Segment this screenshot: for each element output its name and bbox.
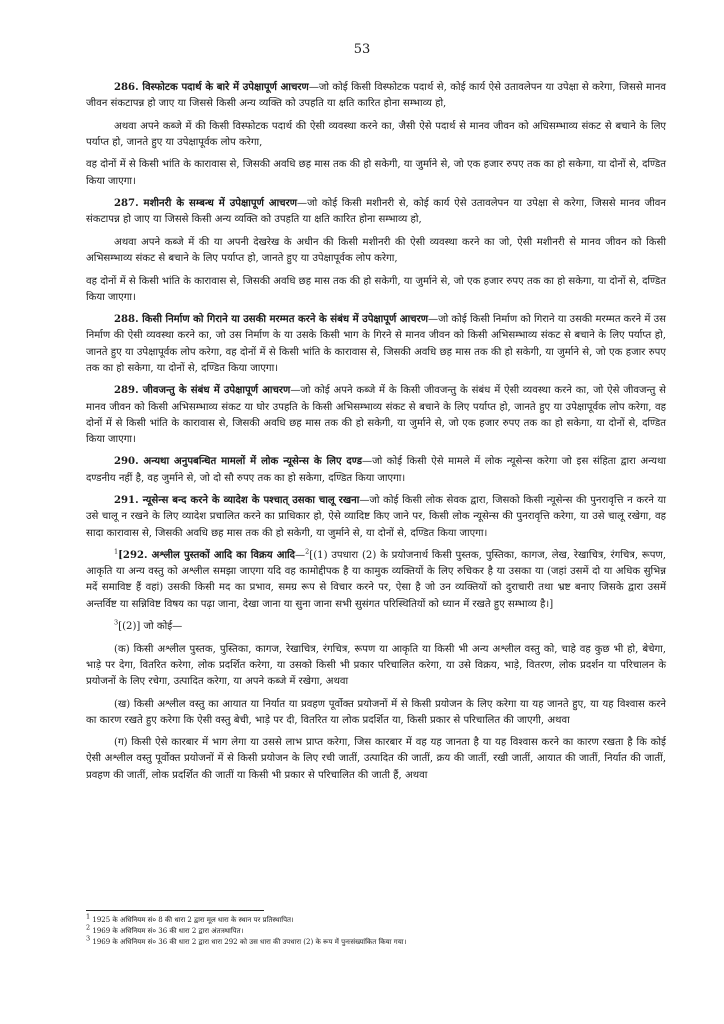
footnotes — [86, 912, 666, 948]
section-286-para-3: वह दोनों में से किसी भांति के कारावास से, जिसकी अवधि छह मास तक की हो सकेगी, या जुर्माने से, जो एक हजार रुपए तक का हो सकेगा, या दोनों से, दण्डित किया जाएगा। — [86, 159, 666, 187]
section-286-heading — [114, 82, 309, 93]
section-dash: — — [295, 550, 306, 562]
section-number: 291. — [114, 495, 139, 507]
footnote-text: 1969 के अधिनियम सं० 36 की धारा 2 द्वारा अंतःस्थापित। — [92, 927, 244, 935]
clause-ka: (क) किसी अश्लील पुस्तक, पुस्तिका, कागज, रेखाचित्र, रंगचित्र, रूपण या आकृति या किसी भी अन्य अश्लील वस्तु को, चाहे वह कुछ भी हो, बेचेगा, भाड़े पर देगा, वितरित करेगा, लोक प्रदर्शित करेगा, या उसको किसी भी प्रकार परिचालित करेगा, या उसे विक्रय, भाड़े, वितरण, लोक प्रदर्शन या परिचालन के प्रयोजनों के लिए रचेगा, उत्पादित करेगा, या अपने कब्जे में रखेगा, अथवा — [86, 643, 666, 688]
footnote-divider — [86, 910, 264, 911]
footnote-3 — [86, 934, 666, 948]
section-289-heading — [114, 385, 290, 396]
footnote-2 — [86, 923, 666, 937]
section-text: [(1) उपधारा (2) के प्रयोजनार्थ किसी पुस्तक, पुस्तिका, कागज, लेख, रेखाचित्र, रंगचित्र, रूपण, आकृति या अन्य वस्तु को अश्लील समझा जाएगा यदि वह कामोद्दीपक है या कामुक व्यक्तियों के लिए रुचिकर है या उसका या (जहां उसमें दो या अधिक सुभिन्न मदें समाविष्ट हैं वहां) उसकी किसी मद का प्रभाव, समग्र रूप से विचार करने पर, ऐसा है जो उन व्यक्तियों को दुराचारी तथा भ्रष्ट बनाए जिसके द्वारा उसमें अन्तर्विष्ट या सन्निविष्ट विषय का पढ़ा जाना, देखा जाना या सुना जाना सभी सुसंगत परिस्थितियों को ध्यान में रखते हुए सम्भाव्य है।] — [86, 550, 666, 610]
footnote-ref[interactable]: 3 — [114, 618, 119, 627]
section-text: —जो कोई किसी लोक सेवक द्वारा, जिसको किसी न्यूसेन्स की पुनरावृत्ति न करने या उसे चालू न रखने के लिए व्यादेश प्रचालित करने का प्राधिकार हो, ऐसे व्यादिष्ट किए जाने पर, किसी लोक न्यूसेन्स की पुनरावृत्ति करेगा, या उसे चालू रखेगा, वह सादा कारावास से, जिसकी अवधि छह मास तक की हो सकेगी, या जुर्माने से, या दोनों से, दण्डित किया जाएगा। — [86, 495, 666, 539]
section-290-heading — [114, 456, 362, 467]
page-body — [86, 80, 666, 790]
clause-ga: (ग) किसी ऐसे कारबार में भाग लेगा या उससे लाभ प्राप्त करेगा, जिस कारबार में वह यह जानता है या यह विश्वास करने का कारण रखता है कि कोई ऐसी अश्लील वस्तु पूर्वोक्त प्रयोजनों में से किसी प्रयोजन के लिए रची जातीं, उत्पादित की जातीं, क्रय की जातीं, रखी जातीं, आयात की जातीं, निर्यात की जातीं, प्रवहण की जातीं, लोक प्रदर्शित की जातीं या किसी भी प्रकार से परिचालित की जाती हैं, अथवा — [86, 737, 666, 781]
footnote-mark: 1 — [86, 912, 91, 921]
section-287-para-3: वह दोनों में से किसी भांति के कारावास से, जिसकी अवधि छह मास तक की हो सकेगी, या जुर्माने से, जो एक हजार रुपए तक का हो सकेगा, या दोनों से, दण्डित किया जाएगा। — [86, 275, 666, 303]
footnote-ref[interactable]: 1 — [114, 547, 119, 556]
section-292-heading — [118, 550, 295, 561]
section-text: —जो कोई किसी विस्फोटक पदार्थ से, कोई कार्य ऐसे उतावलेपन या उपेक्षा से करेगा, जिससे मानव जीवन संकटापन्न हो जाए या जिससे किसी अन्य व्यक्ति को उपहति या क्षति कारित होना सम्भाव्य हो, — [86, 82, 667, 110]
section-text: —जो कोई किसी निर्माण को गिराने या उसकी मरम्मत करने में उस निर्माण की ऐसी व्यवस्था करने का, जो उस निर्माण के या उसके किसी भाग के गिरने से मानव जीवन को किसी अभिसम्भाव्य संकट से बचाने के लिए पर्याप्त हो, जानते हुए या उपेक्षापूर्वक लोप करेगा, वह दोनों में से किसी भांति के कारावास से, जिसकी अवधि छह मास तक की हो सकेगी, या जुर्माने से, जो एक हजार रुपए तक का हो सकेगा, या दोनों से, दण्डित किया जाएगा। — [86, 314, 667, 374]
section-288-heading — [114, 314, 428, 325]
section-287-para-1 — [86, 196, 666, 228]
clause-kha: (ख) किसी अश्लील वस्तु का आयात या निर्यात या प्रवहण पूर्वोक्त प्रयोजनों में से किसी प्रयोजन के लिए करेगा या यह जानते हुए, या यह विश्वास करने का कारण रखते हुए करेगा कि ऐसी वस्तु बेची, भाड़े पर दी, वितरित या लोक प्रदर्शित या, किसी प्रकार से परिचालित की जाएगी, अथवा — [86, 698, 666, 726]
footnote-mark: 2 — [86, 923, 91, 932]
section-number: 286. — [114, 82, 139, 93]
section-title: न्यूसेन्स बन्द करने के व्यादेश के पश्चात् उसका चालू रखना — [142, 495, 360, 507]
section-text: —जो कोई किसी ऐसे मामले में लोक न्यूसेन्स करेगा जो इस संहिता द्वारा अन्यथा दण्डनीय नहीं है, वह जुर्माने से, जो दो सौ रुपए तक का हो सकेगा, दण्डित किया जाएगा। — [86, 456, 667, 484]
section-title: अन्यथा अनुपबन्धित मामलों में लोक न्यूसेन्स के लिए दण्ड — [143, 456, 362, 468]
section-title: मशीनरी के सम्बन्ध में उपेक्षापूर्ण आचरण — [143, 198, 298, 210]
section-text: —जो कोई अपने कब्जे में के किसी जीवजन्तु के संबंध में ऐसी व्यवस्था करने का, जो ऐसे जीवजन्तु से मानव जीवन को किसी अभिसम्भाव्य संकट या घोर उपहति के किसी अभिसम्भाव्य संकट से बचाने के लिए पर्याप्त हो, जानते हुए या उपेक्षापूर्वक लोप करेगा, वह दोनों में से किसी भांति के कारावास से, जिसकी अवधि छह मास तक की हो सकेगी, या जुर्माने से, जो एक हजार रुपए तक का हो सकेगा, या दोनों से, दण्डित किया जाएगा। — [86, 385, 667, 445]
section-title: अश्लील पुस्तकों आदि का विक्रय आदि — [151, 550, 296, 562]
section-number: 288. — [114, 314, 139, 326]
section-title: जीवजन्तु के संबंध में उपेक्षापूर्ण आचरण — [142, 385, 291, 397]
footnote-ref[interactable]: 2 — [305, 547, 310, 556]
section-289-para-1 — [86, 383, 666, 448]
section-title: किसी निर्माण को गिराने या उसकी मरम्मत करने के संबंध में उपेक्षापूर्ण आचरण — [142, 314, 428, 326]
section-290-para-1 — [86, 454, 666, 486]
subsection-lead: [(2)] जो कोई— — [118, 621, 183, 633]
section-text: —जो कोई किसी मशीनरी से, कोई कार्य ऐसे उतावलेपन या उपेक्षा से करेगा, जिससे मानव जीवन संकटापन्न हो जाए या जिससे किसी अन्य व्यक्ति को उपहति या क्षति कारित होना सम्भाव्य हो, — [86, 198, 666, 226]
section-291-para-1 — [86, 493, 666, 542]
section-286-para-2: अथवा अपने कब्जे में की किसी विस्फोटक पदार्थ की ऐसी व्यवस्था करने का, जैसी ऐसे पदार्थ से मानव जीवन को अधिसम्भाव्य संकट से बचाने के लिए पर्याप्त हो, जानते हुए या उपेक्षापूर्वक लोप करेगा, — [86, 120, 666, 148]
section-number: 290. — [114, 456, 139, 468]
section-287-heading — [114, 198, 297, 209]
section-number: 287. — [114, 198, 139, 210]
footnote-1 — [86, 912, 666, 926]
section-292-sub-2 — [86, 619, 666, 635]
section-288-para-1 — [86, 312, 666, 377]
footnote-mark: 3 — [86, 934, 91, 943]
section-title: विस्फोटक पदार्थ के बारे में उपेक्षापूर्ण आचरण — [142, 82, 309, 93]
page-number: 53 — [353, 42, 371, 57]
section-286-para-1 — [86, 80, 666, 112]
section-291-heading — [114, 495, 359, 506]
footnote-text: 1969 के अधिनियम सं० 36 की धारा 2 द्वारा धारा 292 को उस धारा की उपधारा (2) के रूप में पुनःसंख्यांकित किया गया। — [92, 938, 407, 946]
section-number: 289. — [114, 385, 139, 397]
footnote-text: 1925 के अधिनियम सं० 8 की धारा 2 द्वारा मूल धारा के स्थान पर प्रतिस्थापित। — [92, 916, 294, 924]
section-287-para-2: अथवा अपने कब्जे में की या अपनी देखरेख के अधीन की किसी मशीनरी की ऐसी व्यवस्था करने का जो, ऐसी मशीनरी से मानव जीवन को किसी अभिसम्भाव्य संकट से बचाने के लिए पर्याप्त हो, जानते हुए या उपेक्षापूर्वक लोप करेगा, — [86, 236, 666, 265]
section-292-para-1 — [86, 548, 666, 613]
section-open: [292. — [118, 550, 152, 562]
